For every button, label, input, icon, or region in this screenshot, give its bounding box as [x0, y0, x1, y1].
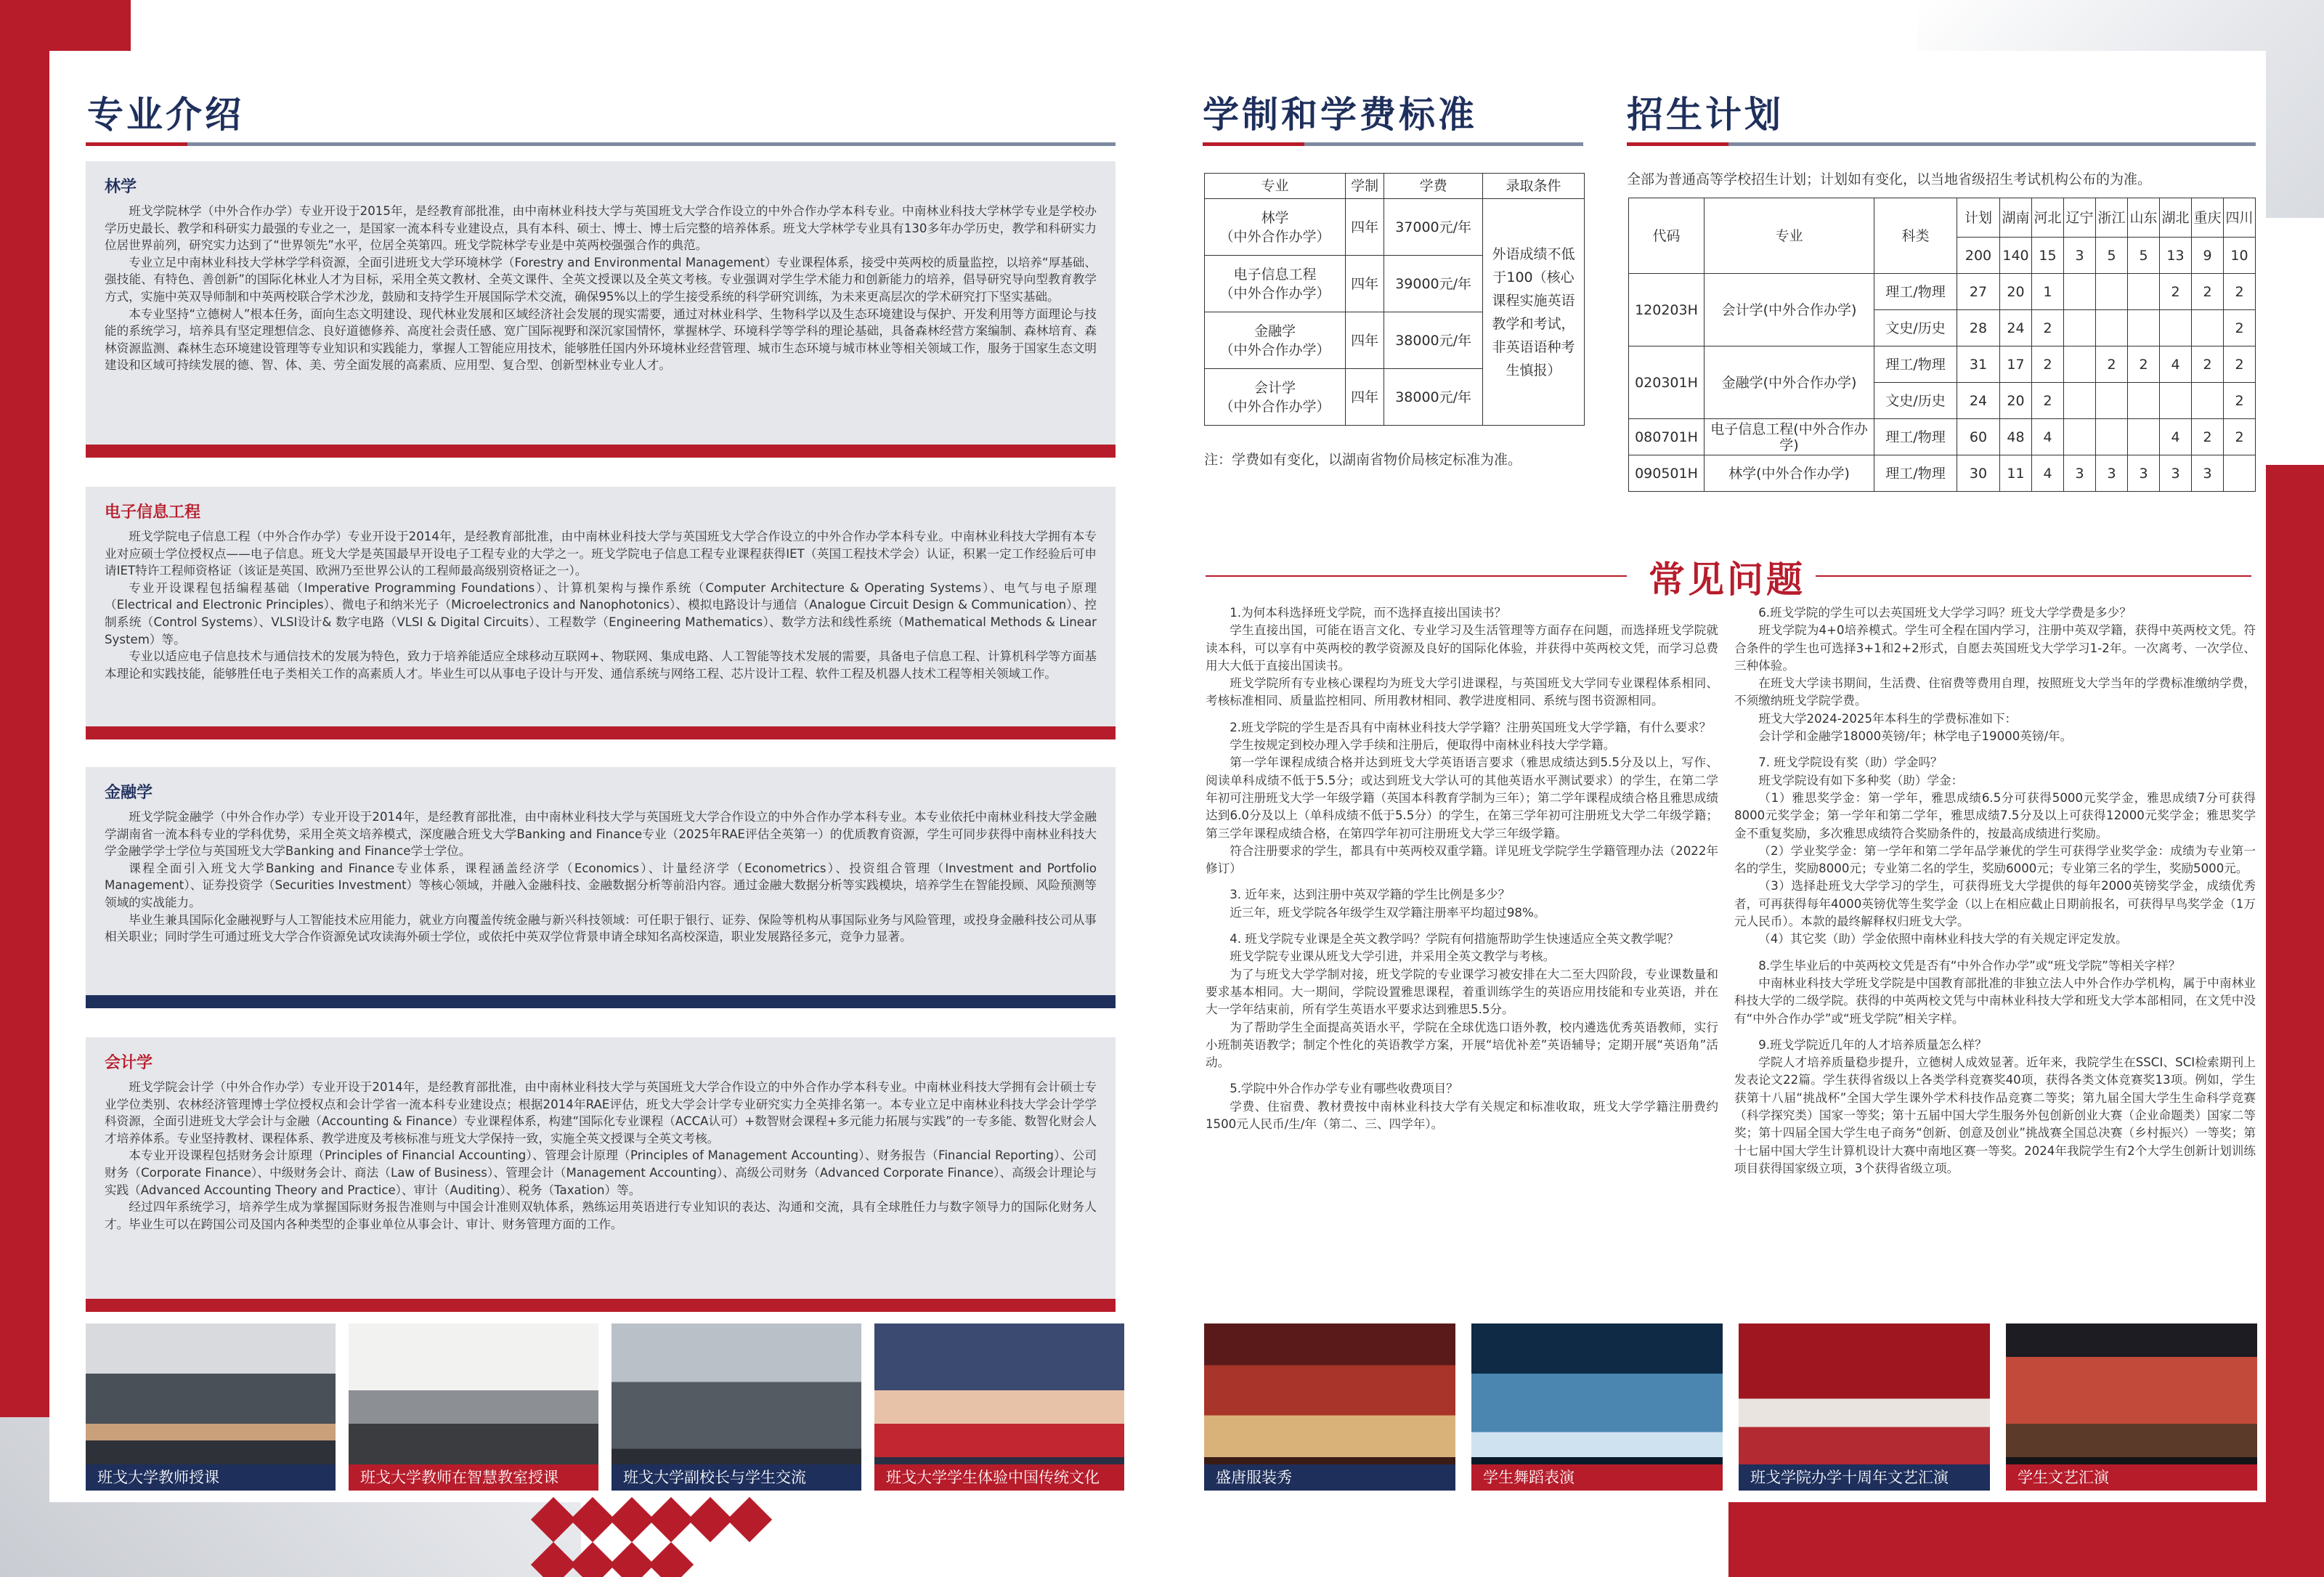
plan-cell: 31 [1957, 346, 2000, 383]
plan-cell: 4 [2160, 346, 2192, 383]
card-heading: 会计学 [105, 1054, 153, 1072]
photo-card [2006, 1323, 2257, 1491]
card-paragraph: 专业开设课程包括编程基础（Imperative Programming Foundations）、计算机架构与操作系统（Computer Architecture & Operating Systems）、电气与电子原理（Electrical and Electronic Principles）、微电子和纳米光子（Microelectronics and Nanophotonics）、模拟电路设计与通信（Analogue Circuit Design & Communication）、控制系统（Control Systems）、VLSI设计& 数字电路（VLSI & Digital Circuits）、工程数学（Engineering Mathematics）、数学方法和线性系统（Mathematical Methods & Linear System）等。 [105, 580, 1097, 646]
faq-rule-left [1206, 575, 1627, 577]
faq-question: 8.学生毕业后的中英两校文凭是否有“中外合作办学”或“班戈学院”等相关字样？ [1758, 958, 2181, 973]
faq-column-2 [1734, 604, 2256, 1177]
plan-total: 5 [2096, 238, 2128, 274]
plan-total: 13 [2160, 238, 2192, 274]
plan-cell: 3 [2096, 455, 2128, 492]
plan-total: 3 [2064, 238, 2096, 274]
plan-cell [2128, 383, 2160, 419]
province-header: 辽宁 [2064, 198, 2096, 238]
plan-cell [2096, 383, 2128, 419]
plan-cell [2096, 310, 2128, 346]
faq-answer: 班戈学院所有专业核心课程均为班戈大学引进课程，与英国班戈大学同专业课程体系相同、考核标准相同、质量监控相同、所用教材相同、教学进度相同、系统与图书资源相同。 [1206, 676, 1718, 708]
plan-cell: 17 [2000, 346, 2032, 383]
faq-answer: 第一学年课程成绩合格并达到班戈大学英语语言要求（雅思成绩达到5.5分及以上，写作、阅读单科成绩不低于5.5分；或达到班戈大学认可的其他英语水平测试要求）的学生，在第二学年初可注册班戈大学一年级学籍（英国本科教育学制为三年）；第二学年课程成绩合格且雅思成绩达到6.0分及以上（单科成绩不低于5.5分）的学生，在第三学年初可注册班戈大学二年级学籍；第三学年课程成绩合格，在第四学年初可注册班戈大学三年级学籍。 [1206, 755, 1718, 840]
province-header: 重庆 [2192, 198, 2224, 238]
plan-category: 理工/物理 [1874, 274, 1957, 310]
major-card-forestry [86, 161, 1116, 445]
faq-question: 4. 班戈学院专业课是全英文教学吗？学院有何措施帮助学生快速适应全英文教学呢？ [1230, 932, 1679, 946]
fee-years: 四年 [1346, 256, 1384, 312]
faq-question: 6.班戈学院的学生可以去英国班戈大学学习吗？班戈大学学费是多少？ [1758, 606, 2132, 620]
faq-question: 5.学院中外合作办学专业有哪些收费项目？ [1230, 1082, 1458, 1096]
plan-total: 15 [2032, 238, 2064, 274]
plan-cell: 28 [1957, 310, 2000, 346]
plan-cell: 3 [2128, 455, 2160, 492]
plan-cell: 2 [2224, 346, 2256, 383]
title-underline [1203, 142, 1583, 146]
plan-cell: 60 [1957, 419, 2000, 455]
section-title-plan: 招生计划 [1627, 94, 1784, 136]
province-header: 河北 [2032, 198, 2064, 238]
faq-answer: （2）学业奖学金：第一学年和第二学年品学兼优的学生可获得学业奖学金：成绩为专业第一名的学生，奖励8000元；专业第二名的学生，奖励6000元；专业第三名的学生，奖励5000元。 [1734, 843, 2256, 876]
plan-cell [2160, 383, 2192, 419]
plan-cell [2064, 383, 2096, 419]
faq-answer: 符合注册要求的学生，都具有中英两校双重学籍。详见班戈学院学生学籍管理办法（2022年修订） [1206, 843, 1718, 876]
plan-cell [2128, 310, 2160, 346]
photo-card [874, 1323, 1124, 1491]
plan-total: 140 [2000, 238, 2032, 274]
faq-answer: （1）雅思奖学金：第一学年，雅思成绩6.5分可获得5000元奖学金，雅思成绩7分可获得8000元奖学金；第一学年和第二学年，雅思成绩7.5分及以上可获得12000元奖学金；雅思奖学金不重复奖励，多次雅思成绩符合奖励条件的，按最高成绩进行奖励。 [1734, 790, 2256, 840]
photo-caption: 学生舞蹈表演 [1471, 1464, 1723, 1491]
fee-header: 学费 [1384, 174, 1483, 199]
fee-amount: 38000元/年 [1384, 312, 1483, 369]
plan-cell: 2 [2160, 274, 2192, 310]
faq-answer: 班戈学院专业课从班戈大学引进，并采用全英文教学与考核。 [1230, 949, 1556, 964]
plan-code: 090501H [1629, 455, 1705, 492]
card-paragraph: 班戈学院金融学（中外合作办学）专业开设于2014年，是经教育部批准，由中南林业科技大学与英国班戈大学合作设立的中外合作办学本科专业。本专业依托中南林业科技大学金融学湖南省一流本科专业的学科优势，采用全英文培养模式，深度融合班戈大学Banking and Finance专业（2025年RAE评估全英第一）的优质教育资源，学生可同步获得中南林业科技大学金融学学士学位与英国班戈大学Banking and Finance学士学位。 [105, 810, 1097, 859]
fee-years: 四年 [1346, 369, 1384, 426]
fee-major: 会计学 （中外合作办学） [1205, 369, 1346, 426]
faq-answer: 学生直接出国，可能在语言文化、专业学习及生活管理等方面存在问题，而选择班戈学院就读本科，可以享有中英两校的教学资源及良好的国际化体验，并获得中英两校文凭，而学习总费用大大低于直接出国读书。 [1206, 623, 1718, 673]
photo-card [1204, 1323, 1455, 1491]
plan-category: 文史/历史 [1874, 310, 1957, 346]
plan-cell [2128, 419, 2160, 455]
title-underline [1627, 142, 2256, 146]
plan-cell: 2 [2224, 419, 2256, 455]
card-paragraph: 专业以适应电子信息技术与通信技术的发展为特色，致力于培养能适应全球移动互联网+、物联网、集成电路、人工智能等技术发展的需要，具备电子信息工程、计算机科学等方面基本理论和实践技能，能够胜任电子类相关工作的高素质人才。毕业生可以从事电子设计与开发、通信系统与网络工程、芯片设计工程、软件工程及机器人技术工程等相关领域工作。 [105, 649, 1097, 681]
card-paragraph: 经过四年系统学习，培养学生成为掌握国际财务报告准则与中国会计准则双轨体系，熟练运用英语进行专业知识的表达、沟通和交流，具有全球胜任力与数字领导力的国际化财务人才。毕业生可以在跨国公司及国内各种类型的企事业单位从事会计、审计、财务管理方面的工作。 [105, 1200, 1097, 1231]
card-heading: 电子信息工程 [105, 503, 201, 522]
province-header: 湖北 [2160, 198, 2192, 238]
plan-cell: 3 [2064, 455, 2096, 492]
plan-major: 林学(中外合作办学) [1705, 455, 1874, 492]
plan-cell: 27 [1957, 274, 2000, 310]
plan-total: 5 [2128, 238, 2160, 274]
card-paragraph: 毕业生兼具国际化金融视野与人工智能技术应用能力，就业方向覆盖传统金融与新兴科技领域：可任职于银行、证券、保险等机构从事国际业务与风险管理，或投身金融科技公司从事相关职业；同时学生可通过班戈大学合作资源免试攻读海外硕士学位，或依托中英双学位背景申请全球知名高校深造，职业发展路径多元，竞争力显著。 [105, 912, 1097, 944]
faq-answer: 学费、住宿费、教材费按中南林业科技大学有关规定和标准收取，班戈大学学籍注册费约1500元人民币/生/年（第二、三、四学年）。 [1206, 1099, 1718, 1132]
plan-cell: 4 [2032, 455, 2064, 492]
fee-major: 林学 （中外合作办学） [1205, 199, 1346, 256]
photo-caption: 盛唐服装秀 [1204, 1464, 1455, 1491]
card-cap [86, 995, 1116, 1008]
fee-header: 专业 [1205, 174, 1346, 199]
plan-total: 9 [2192, 238, 2224, 274]
plan-category: 理工/物理 [1874, 346, 1957, 383]
plan-cell [2192, 383, 2224, 419]
plan-cell: 2 [2032, 310, 2064, 346]
diamond-decoration-bottom [537, 1504, 799, 1577]
plan-cell: 1 [2032, 274, 2064, 310]
card-heading: 金融学 [105, 784, 153, 802]
plan-cell [2192, 310, 2224, 346]
plan-cell: 3 [2160, 455, 2192, 492]
plan-cell [2128, 274, 2160, 310]
fee-note: 注：学费如有变化，以湖南省物价局核定标准为准。 [1204, 452, 1522, 468]
faq-answer: 学生按规定到校办理入学手续和注册后，便取得中南林业科技大学学籍。 [1230, 738, 1616, 753]
faq-answer: 在班戈大学读书期间，生活费、住宿费等费用自理，按照班戈大学当年的学费标准缴纳学费，不须缴纳班戈学院学费。 [1734, 676, 2256, 708]
faq-answer: 班戈学院为4+0培养模式。学生可全程在国内学习，注册中英双学籍，获得中英两校文凭。符合条件的学生也可选择3+1和2+2形式，自愿去英国班戈大学学习1-2年。一次离考、一次学位、三种体验。 [1734, 623, 2256, 673]
faq-title: 常见问题 [1649, 559, 1805, 601]
plan-total: 200 [1957, 238, 2000, 274]
plan-cell: 24 [2000, 310, 2032, 346]
plan-cell [2096, 274, 2128, 310]
faq-answer: （3）选择赴班戈大学学习的学生，可获得班戈大学提供的每年2000英镑奖学金，成绩优秀者，可再获得每年4000英镑优等生奖学金（以上在相应截止日期前报名，可获得早鸟奖学金（1万元人民币）。本款的最终解释权归班戈大学。 [1734, 879, 2256, 929]
province-header: 山东 [2128, 198, 2160, 238]
section-title-fees: 学制和学费标准 [1203, 94, 1477, 136]
province-header: 湖南 [2000, 198, 2032, 238]
plan-category: 理工/物理 [1874, 455, 1957, 492]
plan-cell: 2 [2032, 346, 2064, 383]
plan-cell: 2 [2192, 346, 2224, 383]
plan-cell: 2 [2032, 383, 2064, 419]
plan-header: 计划 [1957, 198, 2000, 238]
plan-major: 金融学(中外合作办学) [1705, 346, 1874, 419]
card-paragraph: 班戈学院电子信息工程（中外合作办学）专业开设于2014年，是经教育部批准，由中南林业科技大学与英国班戈大学合作设立的中外合作办学本科专业。中南林业科技大学拥有本专业对应硕士学位授权点——电子信息。班戈大学是英国最早开设电子工程专业的大学之一。班戈学院电子信息工程专业课程获得IET（英国工程技术学会）认证，积累一定工作经验后可申请IET特许工程师资格证（该证是英国、欧洲乃至世界公认的工程师最高级别资格证之一）。 [105, 530, 1097, 578]
plan-major: 电子信息工程(中外合作办学) [1705, 419, 1874, 455]
plan-cell: 2 [2128, 346, 2160, 383]
plan-cell: 2 [2224, 310, 2256, 346]
plan-cell: 2 [2192, 274, 2224, 310]
card-paragraph: 课程全面引入班戈大学Banking and Finance专业体系，课程涵盖经济学（Economics）、计量经济学（Econometrics）、投资组合管理（Investment and Portfolio Management）、证券投资学（Securities Investment）等核心领域，并融入金融科技、金融数据分析等前沿内容。通过金融大数据分析等实践模块，培养学生在智能投顾、风险预测等领域的实战能力。 [105, 861, 1097, 909]
fee-table [1204, 173, 1585, 426]
plan-table [1628, 198, 2256, 492]
plan-cell: 24 [1957, 383, 2000, 419]
photo-caption: 班戈大学教师在智慧教室授课 [349, 1464, 598, 1491]
plan-cell: 2 [2224, 383, 2256, 419]
plan-cell: 4 [2160, 419, 2192, 455]
plan-code: 120203H [1629, 274, 1705, 346]
photo-caption: 班戈大学教师授课 [86, 1464, 336, 1491]
plan-cell [2096, 419, 2128, 455]
photo-card [86, 1323, 336, 1491]
fee-amount: 37000元/年 [1384, 199, 1483, 256]
plan-code: 080701H [1629, 419, 1705, 455]
plan-cell [2160, 310, 2192, 346]
plan-cell: 11 [2000, 455, 2032, 492]
photo-caption: 班戈大学副校长与学生交流 [612, 1464, 861, 1491]
province-header: 四川 [2224, 198, 2256, 238]
major-card-accounting [86, 1037, 1116, 1299]
faq-question: 1.为何本科选择班戈学院，而不选择直接出国读书？ [1230, 606, 1507, 620]
section-title-majors: 专业介绍 [87, 94, 244, 136]
card-paragraph: 本专业坚持“立德树人”根本任务，面向生态文明建设、现代林业发展和区域经济社会发展的现实需要，通过对林业科学、生物科学以及生态环境建设与保护、开发利用等方面理论与技能的系统学习，培养具有坚定理想信念、良好道德修养、高度社会责任感、宽广国际视野和深沉家国情怀，掌握林学、环境科学等学科的理论基础，具备森林经营方案编制、森林培育、森林资源监测、森林生态环境建设管理等专业知识和实践能力，掌握人工智能应用技术，能够胜任国内外环境林业经营管理、城市生态环境与城市林业等相关领域工作，服务于国家生态文明建设和区域可持续发展的德、智、体、美、劳全面发展的高素质、应用型、复合型、创新型林业专业人才。 [105, 307, 1097, 373]
photo-caption: 班戈大学学生体验中国传统文化 [874, 1464, 1124, 1491]
faq-answer: 班戈学院设有如下多种奖（助）学金： [1758, 773, 1964, 787]
plan-header: 科类 [1874, 198, 1957, 274]
card-cap [86, 726, 1116, 739]
plan-header: 代码 [1629, 198, 1705, 274]
plan-cell [2224, 455, 2256, 492]
plan-cell: 2 [2192, 419, 2224, 455]
fee-header: 学制 [1346, 174, 1384, 199]
title-underline [86, 142, 1116, 146]
province-header: 浙江 [2096, 198, 2128, 238]
faq-answer: 中南林业科技大学班戈学院是中国教育部批准的非独立法人中外合作办学机构，属于中南林业科技大学的二级学院。获得的中英两校文凭与中南林业科技大学和班戈大学本部相同，在文凭中没有“中外合作办学”或“班戈学院”相关字样。 [1734, 976, 2256, 1026]
photo-card [1471, 1323, 1723, 1491]
fee-condition: 外语成绩不低于100（核心课程实施英语教学和考试，非英语语种考生慎报） [1483, 199, 1585, 426]
photo-card [1739, 1323, 1990, 1491]
card-cap [86, 1299, 1116, 1312]
plan-cell: 30 [1957, 455, 2000, 492]
card-paragraph: 班戈学院林学（中外合作办学）专业开设于2015年，是经教育部批准，由中南林业科技大学与英国班戈大学合作设立的中外合作办学本科专业。中南林业科技大学林学专业是学校办学历史最长、教学和科研实力最强的专业之一，是国家一流本科专业建设点，具有本科、硕士、博士、博士后完整的培养体系。班戈大学林学专业具有130多年办学历史，教学和科研实力位居世界前列，研究实力达到了“世界领先”水平，位居全英第四。班戈学院林学专业是中英两校强强合作的典范。 [105, 204, 1097, 253]
faq-answer: 会计学和金融学18000英镑/年；林学电子19000英镑/年。 [1758, 729, 2073, 744]
diamond-decoration-top [145, 6, 334, 38]
faq-question: 2.班戈学院的学生是否具有中南林业科技大学学籍？注册英国班戈大学学籍，有什么要求？ [1230, 720, 1712, 734]
fee-amount: 39000元/年 [1384, 256, 1483, 312]
plan-cell: 48 [2000, 419, 2032, 455]
plan-header: 专业 [1705, 198, 1874, 274]
plan-cell: 20 [2000, 383, 2032, 419]
fee-years: 四年 [1346, 312, 1384, 369]
faq-question: 9.班戈学院近几年的人才培养质量怎么样？ [1758, 1037, 1987, 1052]
photo-card [612, 1323, 861, 1491]
faq-rule-right [1816, 575, 2251, 577]
card-heading: 林学 [105, 178, 137, 196]
card-cap [86, 445, 1116, 458]
plan-cell: 4 [2032, 419, 2064, 455]
faq-answer: （4）其它奖（助）学金依照中南林业科技大学的有关规定评定发放。 [1758, 932, 2128, 946]
faq-answer: 班戈大学2024-2025年本科生的学费标准如下： [1758, 711, 2018, 726]
fee-header: 录取条件 [1483, 174, 1585, 199]
plan-cell [2064, 310, 2096, 346]
faq-answer: 学院人才培养质量稳步提升，立德树人成效显著。近年来，我院学生在SSCI、SCI检索期刊上发表论文22篇。学生获得省级以上各类学科竞赛奖40项，获得各类文体竞赛奖13项。例如，学生获第十八届“挑战杯”全国大学生课外学术科技作品竞赛二等奖；第九届全国大学生生命科学竞赛（科学探究类）国家一等奖；第十五届中国大学生服务外包创新创业大赛（企业命题类）国家二等奖；第十四届全国大学生电子商务“创新、创意及创业”挑战赛全国总决赛（乡村振兴）一等奖；第十七届中国大学生计算机设计大赛中南地区赛一等奖。2024年我院学生有2个大学生创新计划训练项目获得国家级立项，3个获得省级立项。 [1734, 1055, 2256, 1175]
plan-category: 理工/物理 [1874, 419, 1957, 455]
plan-cell [2064, 274, 2096, 310]
card-paragraph: 专业立足中南林业科技大学林学学科资源，全面引进班戈大学环境林学（Forestry and Environmental Management）专业课程体系，接受中英两校的质量监控，以培养“厚基础、强技能、有特色、善创新”的国际化林业人才为目标，采用全英文教材、全英文课件、全英文授课以及全英文考核。专业强调对学生学术能力和创新能力的培养，倡导研究导向型教育教学方式，实施中英双导师制和中英两校联合学术沙龙，鼓励和支持学生开展国际学术交流，确保95%以上的学生接受系统的科学研究训练，为未来更高层次的学术研究打下坚实基础。 [105, 255, 1097, 304]
plan-major: 会计学(中外合作办学) [1705, 274, 1874, 346]
faq-question: 3. 近年来，达到注册中英双学籍的学生比例是多少？ [1230, 888, 1511, 902]
card-paragraph: 本专业开设课程包括财务会计原理（Principles of Financial Accounting）、管理会计原理（Principles of Management Accounting）、财务报告（Financial Reporting）、公司财务（Corporate Finance）、中级财务会计、商法（Law of Business）、管理会计（Management Accounting）、高级公司财务（Advanced Corporate Finance）、高级会计理论与实践（Advanced Accounting Theory and Practice）、审计（Auditing）、税务（Taxation）等。 [105, 1148, 1097, 1197]
plan-intro: 全部为普通高等学校招生计划；计划如有变化，以当地省级招生考试机构公布的为准。 [1627, 171, 2152, 187]
plan-total: 10 [2224, 238, 2256, 274]
faq-answer: 近三年，班戈学院各年级学生双学籍注册率平均超过98%。 [1230, 905, 1546, 920]
photo-caption: 班戈学院办学十周年文艺汇演 [1739, 1464, 1990, 1491]
plan-cell: 2 [2096, 346, 2128, 383]
major-card-finance [86, 767, 1116, 995]
fee-years: 四年 [1346, 199, 1384, 256]
faq-column-1 [1206, 604, 1718, 1133]
plan-cell [2064, 419, 2096, 455]
fee-major: 金融学 （中外合作办学） [1205, 312, 1346, 369]
fee-major: 电子信息工程 （中外合作办学） [1205, 256, 1346, 312]
card-paragraph: 班戈学院会计学（中外合作办学）专业开设于2014年，是经教育部批准，由中南林业科技大学与英国班戈大学合作设立的中外合作办学本科专业。中南林业科技大学拥有会计硕士专业学位类别、农林经济管理博士学位授权点和会计学省一流本科专业建设点；根据2014年RAE评估，班戈大学会计学专业研究实力全英排名第一。本专业立足中南林业科技大学会计学学科资源，全面引进班戈大学会计与金融（Accounting & Finance）专业课程体系，构建“国际化专业课程（ACCA认可）+数智财会课程+多元能力拓展与实践”的一专多能、数智化财会人才培养体系。专业坚持教材、课程体系、教学进度及考核标准与班戈大学保持一致，实施全英文授课与全英文考核。 [105, 1080, 1097, 1146]
photo-card [349, 1323, 598, 1491]
plan-cell: 3 [2192, 455, 2224, 492]
plan-cell: 20 [2000, 274, 2032, 310]
photo-caption: 学生文艺汇演 [2006, 1464, 2257, 1491]
major-card-electronics [86, 487, 1116, 726]
plan-cell [2064, 346, 2096, 383]
fee-amount: 38000元/年 [1384, 369, 1483, 426]
plan-code: 020301H [1629, 346, 1705, 419]
photo-strip-right [1204, 1323, 2257, 1491]
faq-answer: 为了与班戈大学学制对接，班戈学院的专业课学习被安排在大二至大四阶段，专业课数量和要求基本相同。大一期间，学院设置雅思课程，着重训练学生的英语应用技能和专业英语，并在大一学年结束前，所有学生英语水平要求达到雅思5.5分。 [1206, 967, 1718, 1017]
plan-category: 文史/历史 [1874, 383, 1957, 419]
photo-strip-left [86, 1323, 1124, 1491]
faq-answer: 为了帮助学生全面提高英语水平，学院在全球优选口语外教，校内遴选优秀英语教师，实行小班制英语教学；制定个性化的英语教学方案，开展“培优补差”英语辅导；定期开展“英语角”活动。 [1206, 1020, 1718, 1070]
faq-question: 7. 班戈学院设有奖（助）学金吗？ [1758, 755, 1943, 770]
plan-cell: 2 [2224, 274, 2256, 310]
